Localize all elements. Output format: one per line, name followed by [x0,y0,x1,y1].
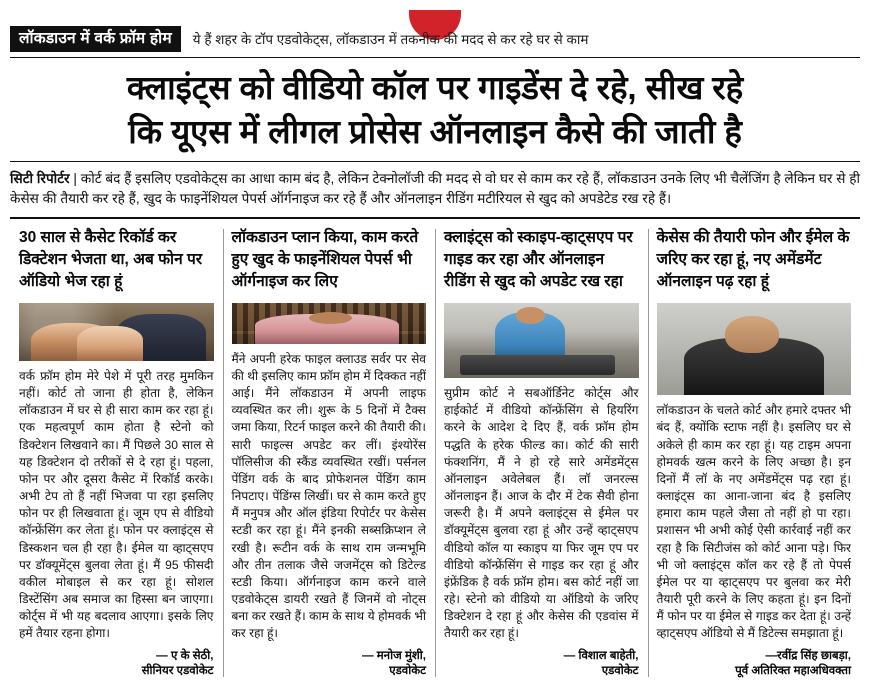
article-column-1 [10,227,223,679]
standfirst-text: | कोर्ट बंद हैं इसलिए एडवोकेट्स का आधा काम बंद है, लेकिन टेक्नोलॉजी की मदद से वो घर से काम कर रहे हैं, लॉकडाउन उनके लिए भी चैलेंजिंग है लेकिन घर से ही केसेस की तैयारी कर रहे हैं, खुद के फाइनेंशियल पेपर्स ऑर्गनाइज कर रहे हैं और ऑनलाइन रीडिंग मटीरियल से खुद को अपडेटेड रख रहे हैं। [10,171,860,207]
byline-designation: एडवोकेट [389,664,426,678]
standfirst-lead: सिटी रिपोर्टर [10,171,70,187]
article-column-4 [648,227,861,679]
kicker-subtext: ये हैं शहर के टॉप एडवोकेट्स, लॉकडाउन में तकनीक की मदद से कर रहे घर से काम [192,32,589,47]
page-title [10,66,860,153]
newspaper-page [0,26,870,698]
byline-name: — विशाल बाहेती, [563,648,639,662]
column-byline [657,648,852,679]
divider-headline [10,161,860,162]
column-body: वर्क फ्रॉम होम मेरे पेशे में पूरी तरह मुमकिन नहीं। कोर्ट तो जाना ही होता है, लेकिन लॉकडाउन में घर से ही सारा काम कर रहा हूं। एक महत्वपूर्ण काम होता है स्टेनो को डिक्टेशन लिखवाने का। मैं पिछले 30 साल से यह डिक्टेशन दो तरीकों से दे रहा हूं। पहला, फोन पर और दूसरा कैसेट में रिकॉर्ड करके। अभी टेप तो हैं नहीं भिजवा पा रहा इसलिए फोन पर ही लिखवाता हूं। जूम एप से वीडियो कॉन्फ्रेंसिंग कर लेता हूं। फोन पर क्लाइंट्स से डिस्कशन चल ही रहा है। ईमेल या व्हाट्सएप पर डॉक्यूमेंट्स बुलवा लेता हूं। मैं 95 फीसदी वकील मोबाइल से कर रहा हूं। सोशल डिस्टेंसिंग अब समाज का हिस्सा बन जाएगा। कोर्ट्स में भी यह बदलाव आएगा। इसके लिए हमें तैयार रहना होगा। [19,368,214,641]
photo-subject-face [309,312,352,324]
byline-name: — ए के सेठी, [156,648,214,662]
photo-family-video-call [19,303,214,361]
byline-name: — मनोज मुंशी, [361,648,426,662]
column-headline: 30 साल से कैसेट रिकॉर्ड कर डिक्टेशन भेजता था, अब फोन पर ऑडियो भेज रहा हूं [19,228,203,290]
column-headline: लॉकडाउन प्लान किया, काम करते हुए खुद के फाइनेंशियल पेपर्स भी ऑर्गनाइज कर लिए [231,228,419,290]
standfirst [10,169,860,210]
column-headline: केसेस की तैयारी फोन और ईमेल के जरिए कर रहा हूं, नए अमेंडमेंट ऑनलाइन पढ़ रहा हूं [656,228,850,290]
byline-designation: सीनियर एडवोकेट [141,664,214,678]
headline-line-2: कि यूएस में लीगल प्रोसेस ऑनलाइन कैसे की जाती है [128,112,742,150]
column-body: लॉकडाउन के चलते कोर्ट और हमारे दफ्तर भी बंद हैं, क्योंकि स्टाफ नहीं है। इसलिए घर से अकेले ही काम कर रहा हूं। यह टाइम अपना होमवर्क खत्म करने के लिए अच्छा है। इन दिनों मैं लॉ के नए अमेंडमेंट्स पढ़ रहा हूं। क्लाइंट्स का आना-जाना बंद है इसलिए हमारा काम पहले जैसा तो नहीं हो पा रहा। प्रशासन भी अभी कोई ऐसी कार्रवाई नहीं कर रहा है कि सिटीजंस को कोर्ट आना पड़े। फिर भी जो क्लाइंट्स कॉल कर रहे हैं तो पेपर्स ईमेल पर या व्हाट्सएप पर बुलवा कर मेरी तैयारी पूरी करने के लिए कहता हूं। इन दिनों मैं फोन पर या ईमेल से गाइड कर देता हूं। उन्हें व्हाट्सएप ऑडियो से मैं डिटेल्स समझाता हूं। [656,403,851,641]
divider-standfirst [10,217,860,219]
photo-advocate-in-black-tshirt [657,303,852,395]
kicker-badge: लॉकडाउन में वर्क फ्रॉम होम [10,26,181,53]
column-byline [19,648,214,679]
photo-subject-head [516,307,545,324]
photo-subject-child [77,326,143,361]
article-columns [10,227,860,679]
column-headline: क्लाइंट्स को स्काइप-व्हाट्सएप पर गाइड कर रहा और ऑनलाइन रीडिंग से खुद को अपडेट रख रहा [444,228,633,290]
column-byline [444,648,639,679]
divider-top [10,57,860,58]
byline-designation: पूर्व अतिरिक्त महाअधिवक्ता [735,664,851,678]
headline-line-1: क्लाइंट्स को वीडियो कॉल पर गाइडेंस दे रहे, सीख रहे [126,69,744,106]
kicker-row [10,26,860,52]
photo-advocate-at-bookshelf [232,303,427,344]
column-body: मैंने अपनी हरेक फाइल क्लाउड सर्वर पर सेव की थी इसलिए काम फ्रॉम होम में दिक्कत नहीं आई। मैंने लॉकडाउन में अपनी लाइफ व्यवस्थित कर ली। शुरू के 5 दिनों में टैक्स जमा किया, रिटर्न फाइल करने की तैयारी की। सारी फाइल्स अपडेट कर लीं। इंश्योरेंस पॉलिसीज की स्कैंड व्यवस्थित रखीं। पर्सनल पेंडिंग वर्क के बाद प्रोफेशनल पेंडिंग काम निपटाए। पेंडिंग्स लिखीं। घर से काम करते हुए मैं मनुपत्र और ऑल इंडिया रिपोर्टर पर केसेस स्टडी कर रहा हूं। मैंने इनकी सब्सक्रिप्शन ले रखी है। रूटीन वर्क के साथ राम जन्मभूमि और तीन तलाक जैसे जजमेंट्स को डिटेल्ड स्टडी किया। ऑर्गनाइज काम करने वाले एडवोकेट्स डायरी रखते हैं जिनमें वो नोट्स बना कर रखते हैं। काम के साथ ये होमवर्क भी कर रहा हूं। [231,351,426,641]
column-body: सुप्रीम कोर्ट ने सबऑर्डिनेट कोर्ट्स और हाईकोर्ट में वीडियो कॉन्फ्रेंसिंग से हियरिंग करने के आदेश दे दिए हैं, वर्क फ्रॉम होम पद्धति के हरेक फील्ड का। कोर्ट की सारी फंक्शनिंग, मैं ने हो रहे सारे अमेंडमेंट्स ऑनलाइन अवेलेबल हैं। लॉ जनरल्स ऑनलाइन हैं। आज के दौर में टेक सैवी होना जरूरी है। मैं अपने क्लाइंट्स से ईमेल पर डॉक्यूमेंट्स बुलवा रहा हूं और उन्हें व्हाट्सएप वीडियो कॉल या स्काइप या फिर जूम एप पर वीडियो कॉन्फ्रेंसिंग से गाइड कर रहा हूं और इंफ्रेंडिक है वर्क फ्रॉम होम। बस कोर्ट नहीं जा रहे। स्टेनो को वीडियो या ऑडियो के जरिए डिक्टेशन दे रहा हूं और केसेस की एडवांस में तैयारी कर रहा हूं। [444,386,639,641]
article-column-3 [435,227,648,679]
column-byline [232,648,427,679]
byline-name: —रवींद्र सिंह छाबड़ा, [765,648,851,662]
byline-designation: एडवोकेट [601,664,639,678]
photo-boy-with-laptop-on-floor [444,303,639,378]
article-column-2 [223,227,436,679]
